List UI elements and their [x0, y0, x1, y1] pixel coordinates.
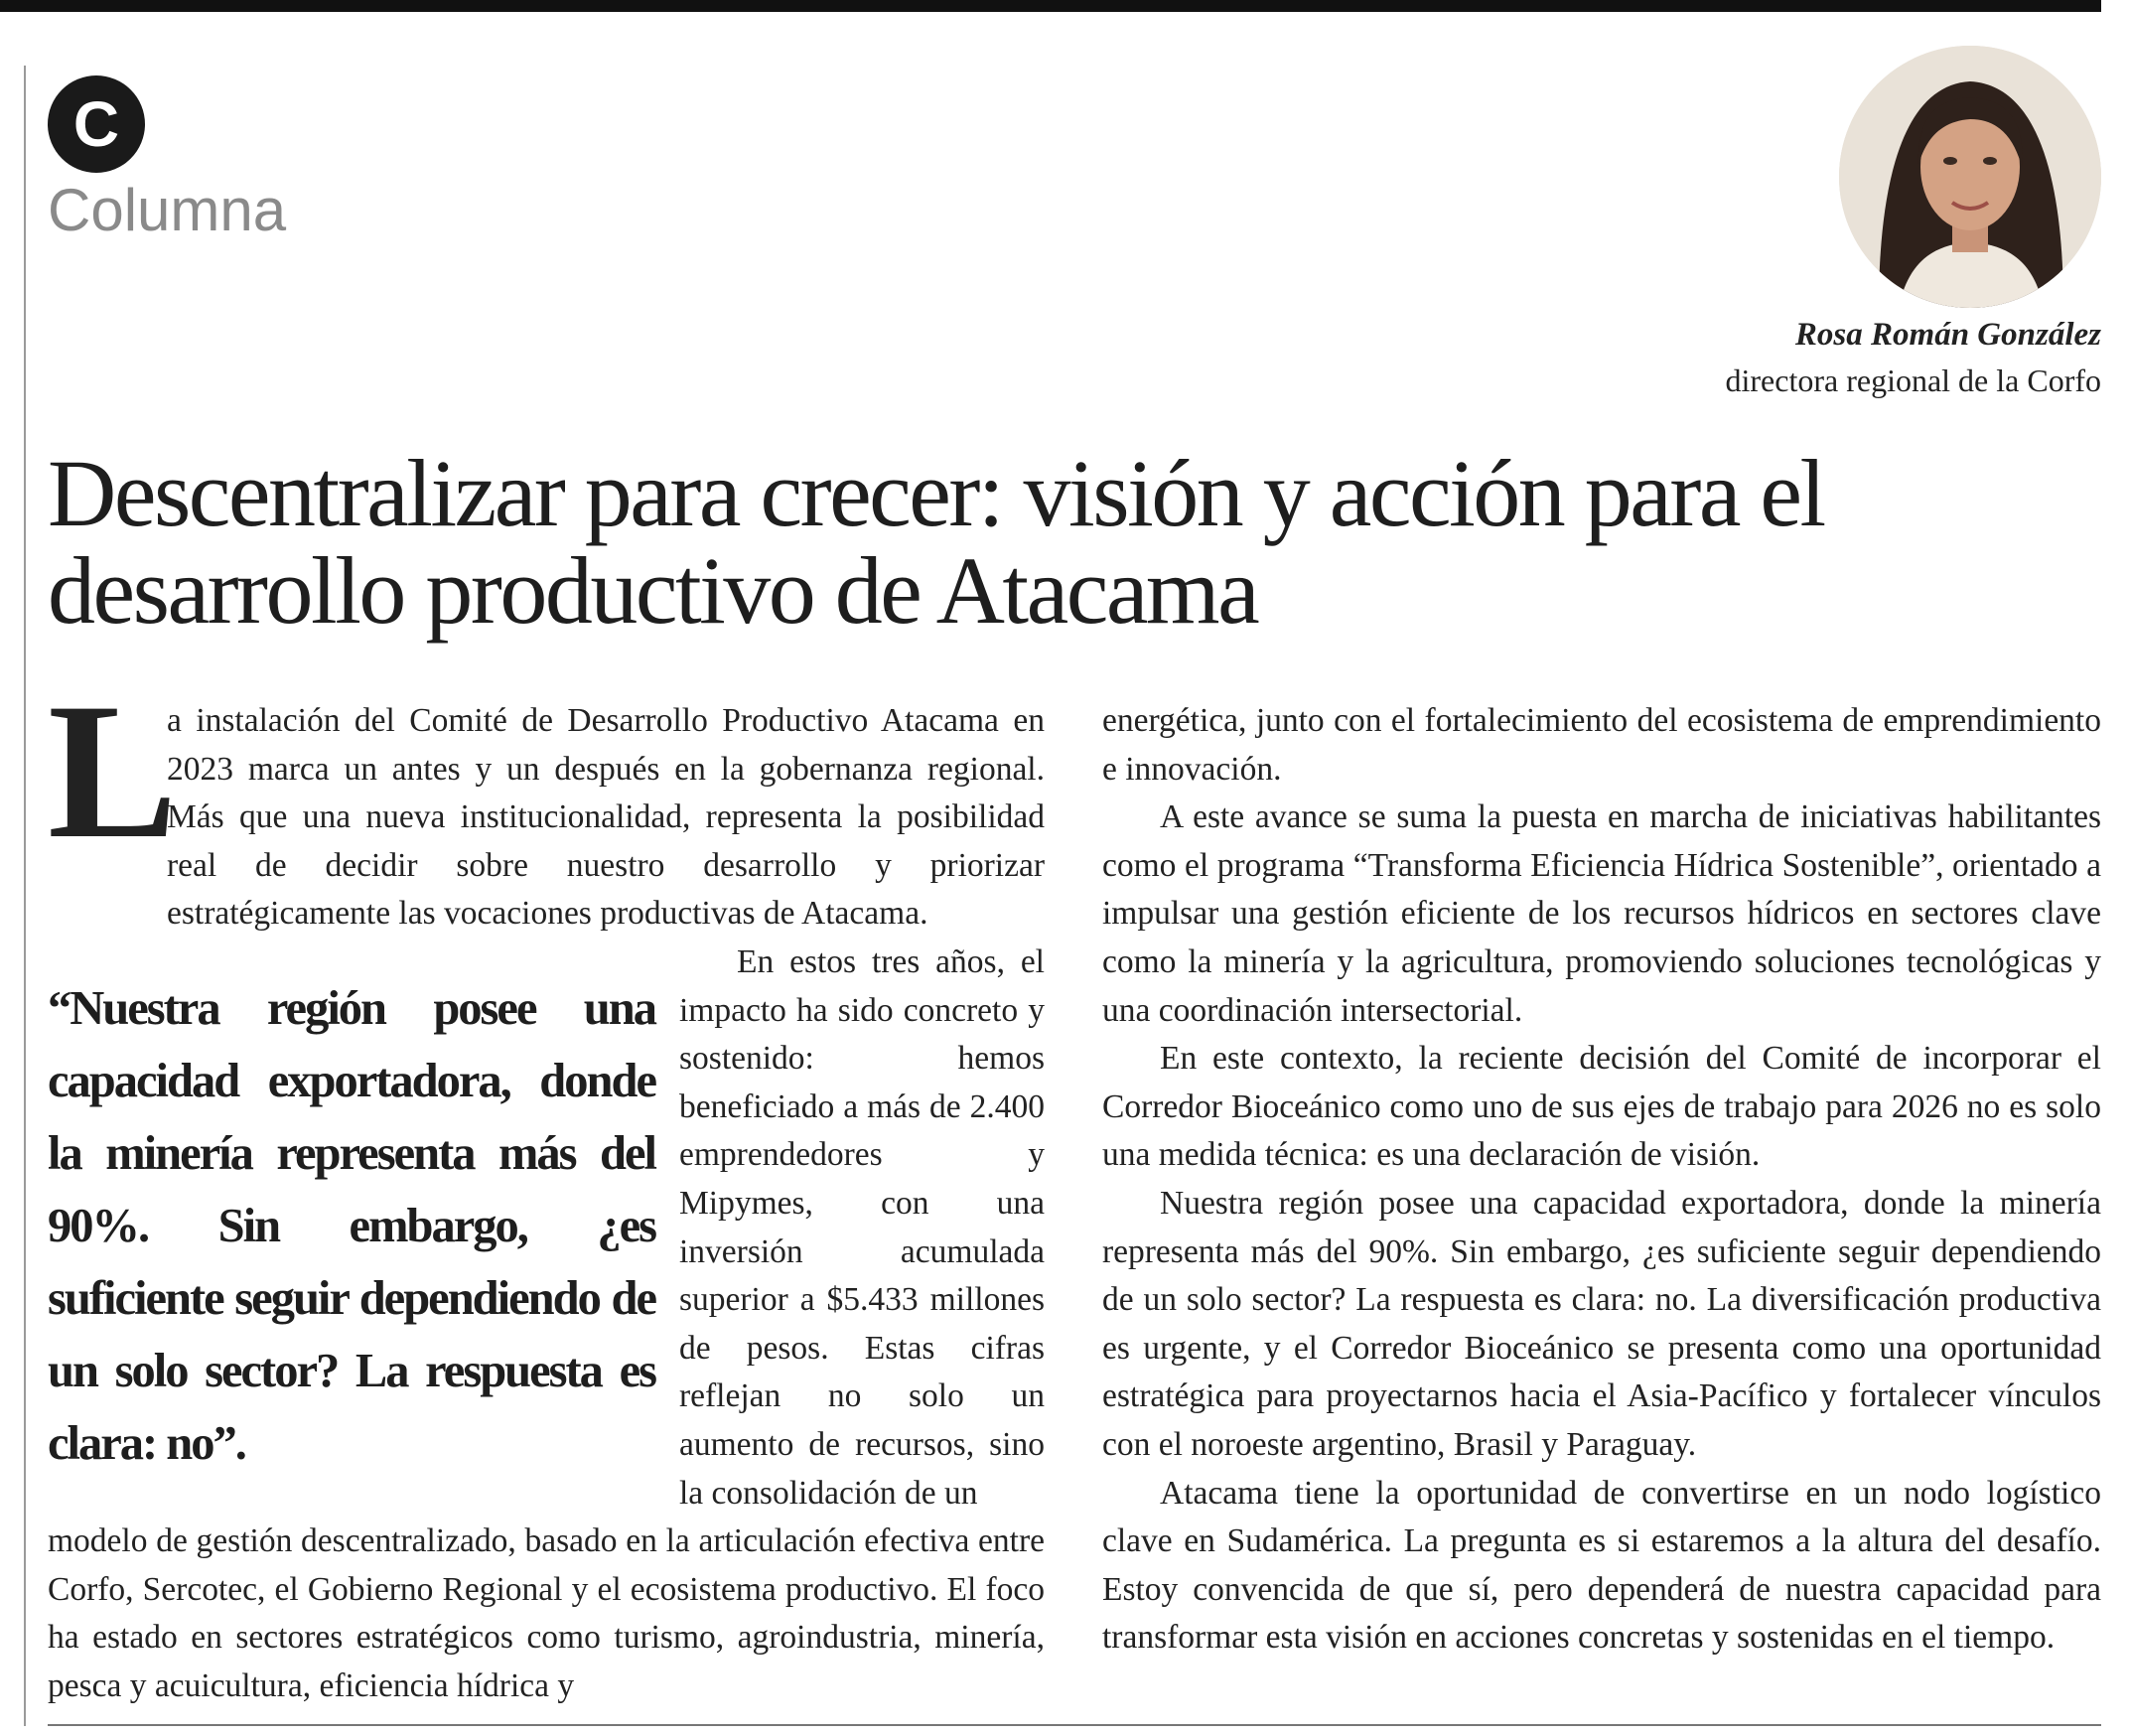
paragraph-corridor: En este contexto, la reciente decisión del Comité de incorporar el Corredor Bioceánico como uno de sus ejes de trabajo para 2026 no es solo una medida técnica: es una declaración de visión.: [1102, 1040, 2101, 1174]
intro-paragraph: [48, 663, 1045, 939]
section-badge: C: [48, 75, 145, 173]
author-role: directora regional de la Corfo: [1725, 362, 2101, 398]
paragraph-initiatives: A este avance se suma la puesta en marcha de iniciativas habilitantes como el programa “Transforma Eficiencia Hídrica Sostenible”, orientado a impulsar una gestión eficiente de los recursos hídricos en sectores clave como la minería y la agricultura, promoviendo soluciones tecnológicas y una coordinación intersectorial.: [1102, 798, 2101, 1029]
paragraph-conclusion: Atacama tiene la oportunidad de convertirse en un nodo logístico clave en Sudamérica. La pregunta es si estaremos a la altura del desafío. Estoy convencida de que sí, pero dependerá de nuestra capacidad para transformar esta visión en acciones concretas y sostenidas en el tiempo.: [1102, 1474, 2101, 1657]
section-label: Columna: [48, 177, 287, 243]
headline: Descentralizar para crecer: visión y acción para el desarrollo productivo de Atacama: [48, 440, 1824, 644]
column-left: [48, 663, 1045, 1710]
author-portrait-icon: [1839, 46, 2101, 308]
bottom-rule: [48, 1724, 2101, 1726]
pull-quote: “Nuestra región posee una capacidad exportadora, donde la minería representa más del 90%. Sin embargo, ¿es suficiente seguir dependiendo de un solo sector? La respuesta es clara: no”.: [48, 981, 655, 1470]
left-rule: [24, 66, 26, 1726]
author-name: Rosa Román González: [1794, 317, 2101, 353]
paragraph-impact: En estos tres años, el impacto ha sido concreto y sostenido: hemos beneficiado a más de 2.400 emprendedores y Mipymes, con una inversión acumulada superior a $5.433 millones de pesos. Estas cifras reflejan no solo un aumento de recursos, sino la consolidación de un: [679, 942, 1045, 1512]
paragraph-diversification: Nuestra región posee una capacidad exportadora, donde la minería representa más del 90%. Sin embargo, ¿es suficiente seguir dependiendo de un solo sector? La respuesta es clara: no. La diversificación productiva es urgente, y el Corredor Bioceánico se presenta como una oportunidad estratégica para proyectarnos hacia el Asia-Pacífico y fortalecer vínculos con el noroeste argentino, Brasil y Paraguay.: [1102, 1184, 2101, 1463]
intro-text: a instalación del Comité de Desarrollo Productivo Atacama en 2023 marca un antes y un después en la gobernanza regional. Más que una nueva institucionalidad, representa la posibilidad real de decidir sobre nuestro desarrollo y priorizar estratégicamente las vocaciones productivas de Atacama.: [167, 702, 1045, 933]
paragraph-impact-end: energética, junto con el fortalecimiento del ecosistema de emprendimiento e innovación.: [1102, 702, 2101, 788]
top-rule: [0, 0, 2101, 12]
author-photo: [1839, 46, 2101, 308]
quote-block: [48, 939, 1045, 1518]
column-right: [1102, 697, 2101, 1663]
drop-cap: L: [48, 663, 178, 879]
paragraph-impact-continued: modelo de gestión descentralizado, basado en la articulación efectiva entre Corfo, Sercotec, el Gobierno Regional y el ecosistema productivo. El foco ha estado en sectores estratégicos como turismo, agroindustria, minería, pesca y acuicultura, eficiencia hídrica y: [48, 1522, 1045, 1704]
